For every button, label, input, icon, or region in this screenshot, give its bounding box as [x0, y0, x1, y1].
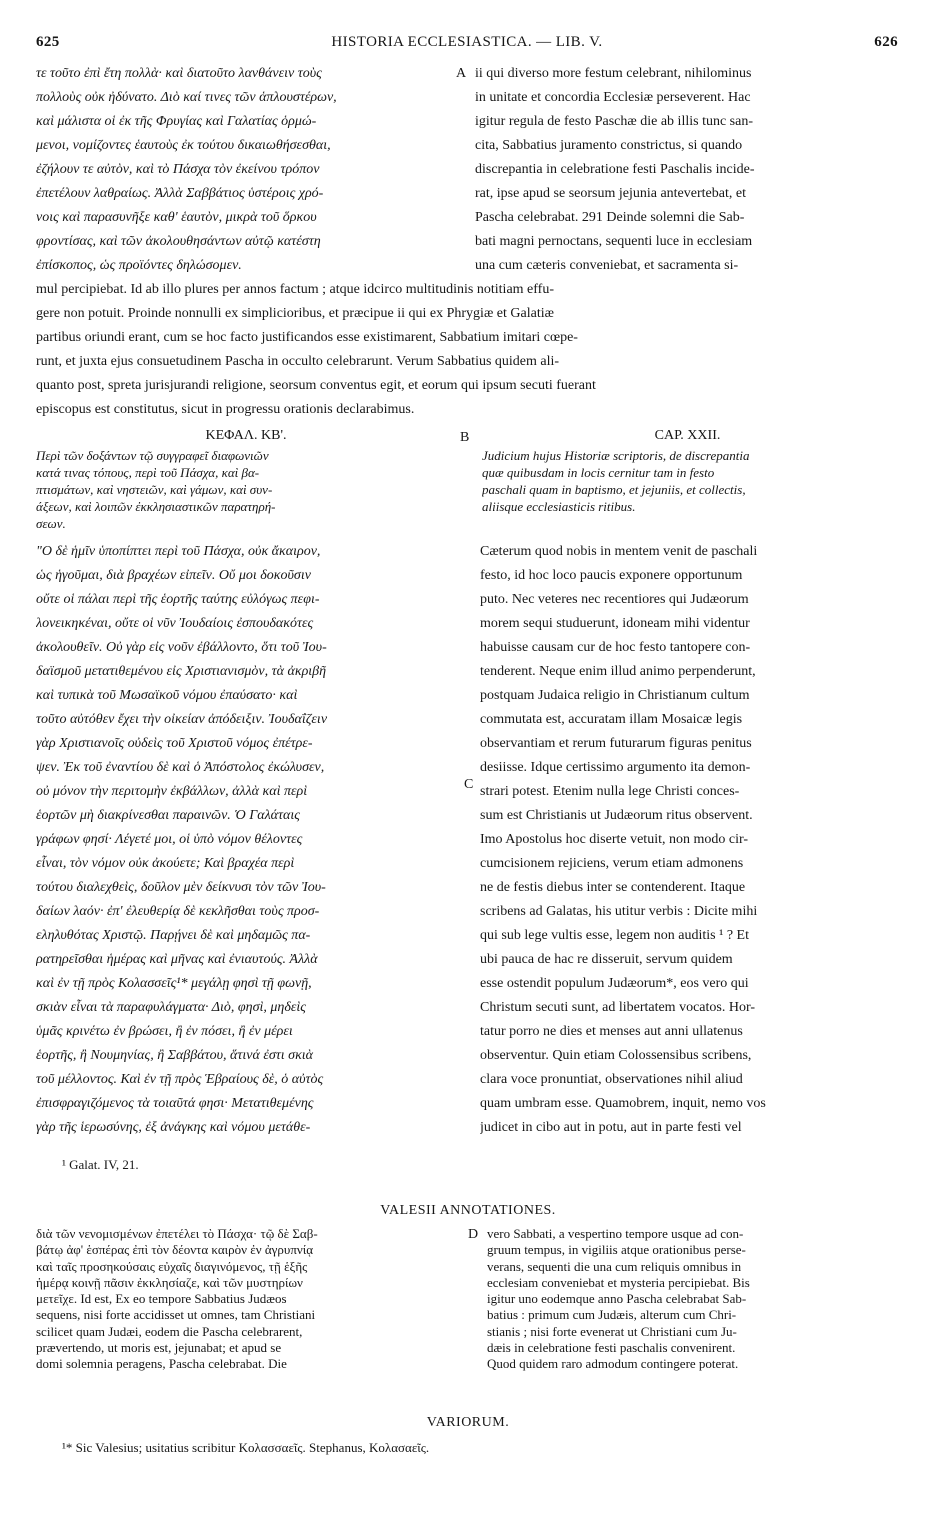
greek-chapter-heading: ΚΕΦΑΛ. ΚΒ'. [205, 428, 287, 443]
margin-marker-b: B [460, 430, 470, 445]
text-line: rat, ipse apud se seorsum jejunia antevertebat, et [475, 186, 746, 201]
text-line: τε τοῦτο ἐπὶ ἔτη πολλὰ· καὶ διατοῦτο λανθάνειν τοὺς [36, 66, 322, 81]
latin-chapter-body [480, 540, 900, 1140]
text-line: scilicet quam Judæi, eodem die Pascha celebrarent, [36, 1323, 303, 1339]
text-line: puto. Nec veteres nec recentiores qui Judæorum [480, 592, 749, 607]
text-line: ἡμέρᾳ κοινῇ πᾶσιν ἐκκλησίαζε, καὶ τῶν μυστηρίων [36, 1274, 303, 1290]
text-line: σεων. [36, 516, 66, 531]
text-line: γὰρ Χριστιανοῖς οὐδεὶς τοῦ Χριστοῦ νόμος ἐπέτρε- [36, 736, 313, 751]
text-line: ρατηρεῖσθαι ἡμέρας καὶ μῆνας καὶ ἐνιαυτούς. Ἀλλὰ [36, 952, 318, 967]
text-line: τοῦ μέλλοντος. Καὶ ἐν τῇ πρὸς Ἑβραίους δὲ, ὁ αὐτὸς [36, 1072, 324, 1087]
text-line: ubi pauca de hac re disseruit, servum quidem [480, 952, 733, 967]
text-line: δαίων λαόν· ἐπ' ἐλευθερίᾳ δὲ κεκλῆσθαι τοὺς προσ- [36, 904, 320, 919]
valesii-right-column [487, 1226, 900, 1373]
text-line: διὰ τῶν νενομισμένων ἐπετέλει τὸ Πάσχα· τῷ δὲ Σαβ- [36, 1226, 318, 1241]
text-line: τοῦτο αὐτόθεν ἔχει τὴν οἰκείαν ἀπόδειξιν. Ἰουδαΐζειν [36, 712, 328, 727]
text-line: Imo Apostolus hoc diserte vetuit, non modo cir- [480, 832, 749, 847]
text-line: vero Sabbati, a vespertino tempore usque ad con- [487, 1226, 744, 1241]
text-line: tatur porro ne dies et menses aut anni ullatenus [480, 1024, 743, 1039]
text-line: καὶ ταῖς προσηκούσαις εὐχαῖς διαγινόμενος, τῇ ἑξῆς [36, 1258, 308, 1274]
running-header [36, 34, 898, 56]
text-line: λονεικηκέναι, οὔτε οἱ νῦν Ἰουδαίοις ἐσπουδακότες [36, 616, 314, 631]
text-line: verans, sequenti die una cum reliquis omnibus in [487, 1258, 742, 1274]
text-line: ἑορτῆς, ἢ Νουμηνίας, ἢ Σαββάτου, ἅτινά ἐστι σκιὰ [36, 1048, 314, 1063]
text-line: καὶ μάλιστα οἱ ἐκ τῆς Φρυγίας καὶ Γαλατίας ὁρμώ- [36, 114, 317, 129]
text-line: runt, et juxta ejus consuetudinem Pascha in occulto celebrarunt. Verum Sabbatius quidem ali- [36, 354, 560, 369]
text-line: desiisse. Idque certissimo argumento ita demon- [480, 760, 751, 775]
running-title: HISTORIA ECCLESIASTICA. — LIB. V. [331, 34, 603, 50]
valesii-heading: VALESII ANNOTATIONES. [380, 1203, 556, 1218]
latin-chapter-title [482, 447, 900, 515]
text-line: prævertendo, ut moris est, jejunabat; et apud se [36, 1340, 282, 1356]
text-line: dæis in celebratione festi paschalis convenirent. [487, 1340, 736, 1356]
text-line: ii qui diverso more festum celebrant, nihilominus [475, 66, 752, 81]
text-line: εληλυθότας Χριστῷ. Παρῄνει δὲ καὶ μηδαμῶς πα- [36, 928, 311, 943]
text-line: γράφων φησί· Λέγετέ μοι, οἱ ὑπὸ νόμον θέλοντες [36, 832, 303, 847]
text-line: Christum secuti sunt, ad libertatem vocatos. Hor- [480, 1000, 755, 1015]
text-line: festo, id hoc loco paucis exponere opportunum [480, 568, 743, 583]
text-line: εἶναι, τὸν νόμον οὐκ ἀκούετε; Καὶ βραχέα περὶ [36, 856, 295, 871]
text-line: οὐ μόνον τὴν περιτομὴν ἐκβάλλων, ἀλλὰ καὶ περὶ [36, 784, 308, 799]
text-line: μετεῖχε. Id est, Ex eo tempore Sabbatius Judæos [36, 1291, 287, 1307]
text-line: ἐπετέλουν λαθραίως. Ἀλλὰ Σαββάτιος ὑστέροις χρό- [36, 186, 324, 201]
footnote: ¹ Galat. IV, 21. [62, 1157, 139, 1172]
text-line: ne de festis diebus inter se contenderent. Itaque [480, 880, 746, 895]
top-full-width-text [36, 278, 900, 422]
text-line: Judicium hujus Historiæ scriptoris, de discrepantia [482, 448, 750, 463]
variorum-note: ¹* Sic Valesius; usitatius scribitur Κολασσαεῖς. Stephanus, Κολασαεῖς. [62, 1440, 430, 1455]
text-line: ἀκολουθεῖν. Οὐ γὰρ εἰς νοῦν ἐβάλλοντο, ὅτι τοῦ Ἰου- [36, 640, 327, 655]
text-line: igitur regula de festo Paschæ die ab illis tunc san- [475, 114, 753, 129]
text-line: batius : primum cum Judæis, alterum cum Chri- [487, 1307, 737, 1323]
text-line: νοις καὶ παρασυνῆξε καθ' ἑαυτὸν, μικρὰ τοῦ ὅρκου [36, 210, 317, 225]
text-line: Cæterum quod nobis in mentem venit de paschali [480, 544, 758, 559]
text-line: clara voce pronuntiat, observationes nihil aliud [480, 1072, 743, 1087]
text-line: commutata est, accuratam illam Mosaicæ legis [480, 712, 743, 727]
text-line: δαϊσμοῦ μετατιθεμένου εἰς Χριστιανισμὸν, τὰ ἀκριβῆ [36, 664, 327, 679]
text-line: sequens, nisi forte accidisset ut omnes, tam Christiani [36, 1307, 316, 1323]
text-line: partibus oriundi erant, cum se hoc facto justificandos esse existimarent, Sabbatium imitari cœpe- [36, 330, 578, 345]
valesii-left-column [36, 1226, 466, 1373]
text-line: ἐπισφραγιζόμενος τὰ τοιαῦτά φησι· Μετατιθεμένης [36, 1096, 314, 1111]
text-line: igitur uno eodemque anno Pascha celebrabat Sab- [487, 1291, 747, 1307]
text-line: observantiam et rerum futurarum figuras penitus [480, 736, 752, 751]
text-line: φροντίσας, καὶ τῶν ἀκολουθησάντων αὐτῷ κατέστη [36, 234, 321, 249]
text-line: tenderent. Neque enim illud animo perpenderunt, [480, 664, 756, 679]
text-line: ἑορτῶν μὴ διακρίνεσθαι παραινῶν. Ὁ Γαλάταις [36, 808, 300, 823]
text-line: gruum tempus, in vigiliis atque orationibus perse- [487, 1242, 746, 1258]
text-line: καὶ ἐν τῇ πρὸς Κολασσεῖς¹* μεγάλῃ φησὶ τῇ φωνῇ, [36, 976, 312, 991]
text-line: strari potest. Etenim nulla lege Christi conces- [480, 784, 740, 799]
text-line: scribens ad Galatas, his utitur verbis : Dicite mihi [480, 904, 758, 919]
text-line: πολλοὺς οὐκ ἠδύνατο. Διὸ καί τινες τῶν ἁπλουστέρων, [36, 90, 337, 105]
text-line: bati magni pernoctans, sequenti luce in ecclesiam [475, 234, 753, 249]
text-line: stianis ; nisi forte evenerat ut Christiani cum Ju- [487, 1323, 737, 1339]
right-page-number: 626 [874, 34, 898, 50]
text-line: Περὶ τῶν δοξάντων τῷ συγγραφεῖ διαφωνιῶν [36, 448, 269, 463]
margin-marker-d: D [468, 1227, 479, 1242]
text-line: γὰρ τῆς ἱερωσύνης, ἐξ ἀνάγκης καὶ νόμου μετάθε- [36, 1120, 311, 1135]
margin-marker-c: C [464, 777, 474, 792]
text-line: ὡς ἡγοῦμαι, διὰ βραχέων εἰπεῖν. Οὔ μοι δοκοῦσιν [36, 568, 311, 583]
text-line: σκιὰν εἶναι τὰ παραφυλάγματα· Διὸ, φησὶ, μηδεὶς [36, 1000, 306, 1015]
text-line: ψεν. Ἐκ τοῦ ἐναντίου δὲ καὶ ὁ Ἀπόστολος ἐκώλυσεν, [36, 760, 325, 775]
latin-chapter-heading: CAP. XXII. [654, 428, 721, 443]
text-line: domi solemnia peragens, Pascha celebrabat. Die [36, 1356, 287, 1372]
margin-marker-a: A [456, 66, 467, 81]
text-line: esse ostendit populum Judæorum*, eos vero qui [480, 976, 749, 991]
greek-chapter-body [36, 540, 462, 1140]
text-line: judicet in cibo aut in potu, aut in parte festi vel [480, 1120, 742, 1135]
top-latin-column [475, 62, 900, 278]
text-line: mul percipiebat. Id ab illo plures per annos factum ; atque idcirco multitudinis notitiam effu- [36, 282, 554, 297]
text-line: πτισμάτων, καὶ νηστειῶν, καὶ γάμων, καὶ συν- [36, 482, 273, 497]
text-line: ecclesiam conveniebat et mysteria percipiebat. Bis [487, 1274, 750, 1290]
text-line: "Ο δὲ ἡμῖν ὑποπίπτει περὶ τοῦ Πάσχα, οὐκ ἄκαιρον, [36, 544, 321, 559]
text-line: aliisque ecclesiasticis ritibus. [482, 499, 636, 514]
top-greek-column [36, 62, 456, 278]
text-line: ἐπίσκοπος, ὡς προϊόντες δηλώσομεν. [36, 258, 242, 273]
left-page-number: 625 [36, 34, 60, 50]
text-line: cumcisionem rejiciens, verum etiam admonens [480, 856, 744, 871]
text-line: καὶ τυπικὰ τοῦ Μωσαϊκοῦ νόμου ἐπαύσατο· καὶ [36, 688, 298, 703]
text-line: in unitate et concordia Ecclesiæ perseverent. Hac [475, 90, 751, 105]
text-line: gere non potuit. Proinde nonnulli ex simplicioribus, et præcipue ii qui ex Phrygiæ et Galatiæ [36, 306, 554, 321]
text-line: άξεων, καὶ λοιπῶν ἐκκλησιαστικῶν παρατηρή- [36, 499, 276, 514]
text-line: qui sub lege vultis esse, legem non auditis ¹ ? Et [480, 928, 749, 943]
text-line: quam umbram esse. Quamobrem, inquit, nemo vos [480, 1096, 766, 1111]
text-line: discrepantia in celebratione festi Paschalis incide- [475, 162, 755, 177]
text-line: paschali quam in baptismo, et jejuniis, et collectis, [482, 482, 746, 497]
text-line: βάτῳ ἀφ' ἑσπέρας ἐπὶ τὸν δέοντα καιρὸν ἐν ἀγρυπνίᾳ [36, 1242, 314, 1258]
text-line: ἐζήλουν τε αὐτὸν, καὶ τὸ Πάσχα τὸν ἐκείνου τρόπον [36, 162, 320, 177]
text-line: οὔτε οἱ πάλαι περὶ τῆς ἑορτῆς ταύτης εὐλόγως πεφι- [36, 592, 320, 607]
text-line: cita, Sabbatius juramento constrictus, si quando [475, 138, 743, 153]
text-line: morem sequi studuerunt, idoneam mihi videntur [480, 616, 750, 631]
text-line: τούτου διαλεχθεὶς, δοῦλον μὲν δείκνυσι τὸν τῶν Ἰου- [36, 880, 326, 895]
text-line: episcopus est constitutus, sicut in progressu orationis declarabimus. [36, 402, 415, 417]
greek-chapter-title [36, 447, 466, 532]
text-line: κατά τινας τόπους, περὶ τοῦ Πάσχα, καὶ βα- [36, 465, 260, 480]
text-line: una cum cæteris conveniebat, et sacramenta si- [475, 258, 739, 273]
text-line: ὑμᾶς κρινέτω ἐν βρώσει, ἢ ἐν πόσει, ἢ ἐν μέρει [36, 1024, 293, 1039]
text-line: quæ quibusdam in locis cernitur tam in festo [482, 465, 715, 480]
variorum-heading: VARIORUM. [426, 1415, 510, 1430]
text-line: postquam Judaica religio in Christianum cultum [480, 688, 750, 703]
text-line: habuisse causam cur de hoc festo tantopere con- [480, 640, 751, 655]
text-line: Quod quidem raro admodum contingere poterat. [487, 1356, 739, 1372]
text-line: Pascha celebrabat. 291 Deinde solemni die Sab- [475, 210, 745, 225]
text-line: quanto post, spreta jurisjurandi religione, seorsum conventus egit, et eorum qui ipsum secuti fuerant [36, 378, 596, 393]
text-line: sum est Christianis ut Judæorum ritus observent. [480, 808, 753, 823]
text-line: observentur. Quin etiam Colossensibus scribens, [480, 1048, 752, 1063]
text-line: μενοι, νομίζοντες ἑαυτοὺς ἐκ τούτου δικαιωθήσεσθαι, [36, 138, 331, 153]
